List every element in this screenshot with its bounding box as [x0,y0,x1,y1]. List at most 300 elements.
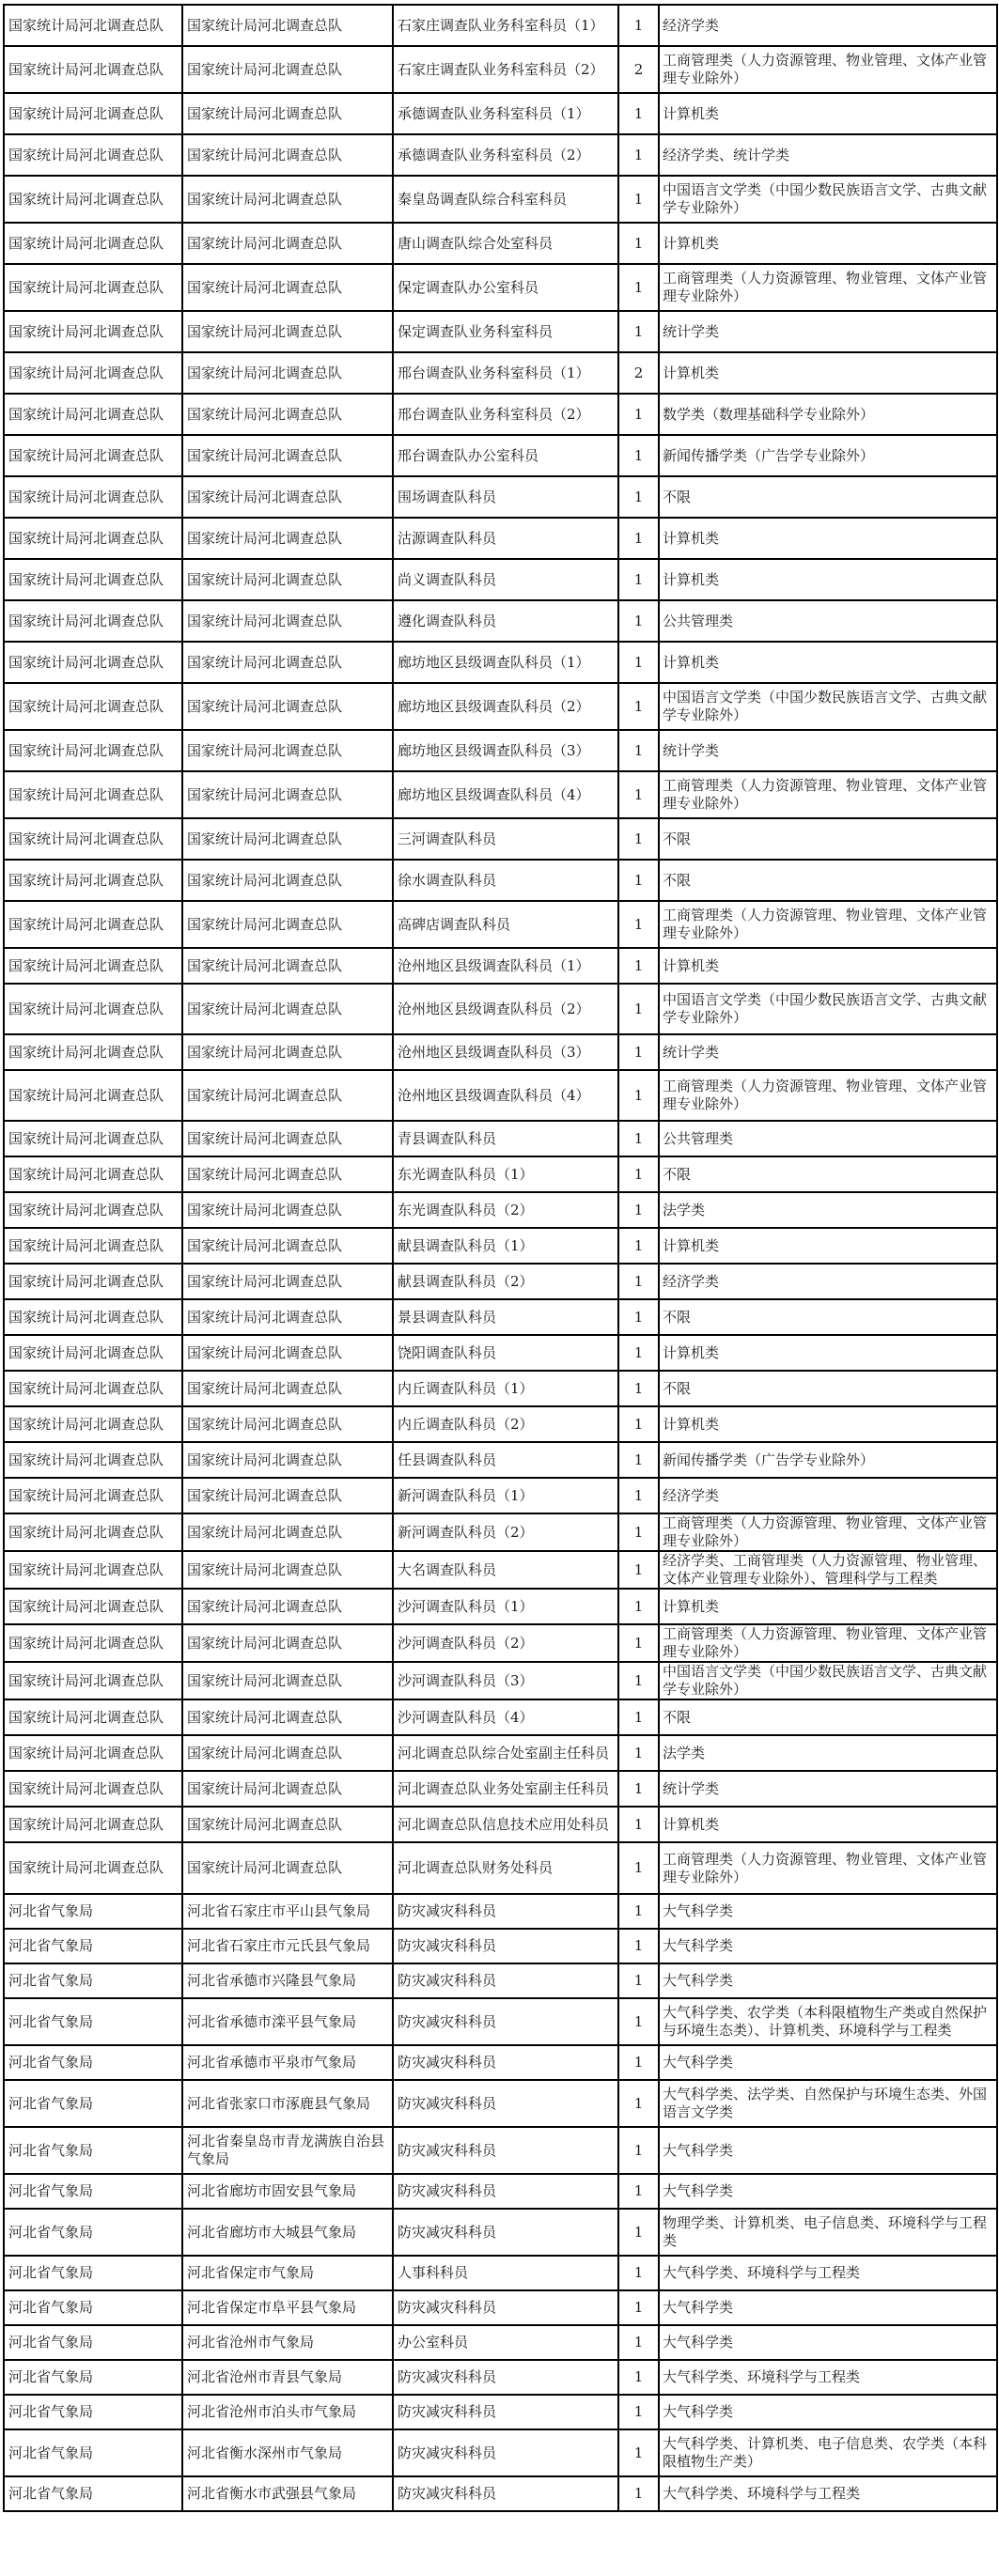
cell-position: 沙河调查队科员（3） [393,1662,618,1699]
cell-position: 青县调查队科员 [393,1121,618,1156]
cell-employer: 国家统计局河北调查总队 [182,1406,393,1442]
table-row [4,1894,997,1929]
cell-employer: 河北省沧州市气象局 [182,2325,393,2360]
cell-position: 景县调查队科员 [393,1299,618,1335]
cell-department: 国家统计局河北调查总队 [4,1551,182,1589]
cell-position: 新河调查队科员（1） [393,1478,618,1513]
table-row [4,1228,997,1264]
cell-department: 国家统计局河北调查总队 [4,223,182,264]
cell-position: 东光调查队科员（2） [393,1192,618,1228]
cell-major: 计算机类 [659,518,997,559]
cell-major: 不限 [659,860,997,901]
positions-table-body [4,5,997,2511]
cell-employer: 国家统计局河北调查总队 [182,730,393,771]
cell-major: 不限 [659,1699,997,1735]
cell-count: 1 [618,730,659,771]
cell-major: 大气科学类 [659,2395,997,2429]
table-row [4,1842,997,1894]
cell-major: 大气科学类、法学类、自然保护与环境生态类、外国语言文学类 [659,2080,997,2127]
cell-department: 国家统计局河北调查总队 [4,1192,182,1228]
cell-department: 国家统计局河北调查总队 [4,1406,182,1442]
cell-position: 防灾减灾科科员 [393,2127,618,2174]
cell-employer: 国家统计局河北调查总队 [182,46,393,93]
cell-employer: 国家统计局河北调查总队 [182,394,393,435]
cell-major: 统计学类 [659,1034,997,1070]
cell-count: 1 [618,771,659,818]
cell-position: 内丘调查队科员（1） [393,1371,618,1406]
table-row [4,948,997,984]
cell-major: 不限 [659,1299,997,1335]
cell-employer: 国家统计局河北调查总队 [182,1442,393,1478]
table-row [4,1998,997,2045]
cell-department: 国家统计局河北调查总队 [4,1589,182,1624]
table-row [4,1121,997,1156]
cell-department: 河北省气象局 [4,2290,182,2325]
table-row [4,394,997,435]
cell-major: 大气科学类、环境科学与工程类 [659,2256,997,2290]
cell-employer: 国家统计局河北调查总队 [182,1842,393,1894]
table-row [4,352,997,394]
cell-count: 1 [618,1070,659,1121]
cell-position: 沽源调查队科员 [393,518,618,559]
cell-count: 1 [618,311,659,352]
cell-department: 国家统计局河北调查总队 [4,818,182,860]
cell-department: 河北省气象局 [4,2325,182,2360]
table-row [4,2325,997,2360]
cell-major: 计算机类 [659,1589,997,1624]
table-row [4,1156,997,1192]
cell-employer: 国家统计局河北调查总队 [182,818,393,860]
cell-position: 防灾减灾科科员 [393,1894,618,1929]
cell-department: 国家统计局河北调查总队 [4,5,182,46]
cell-employer: 河北省秦皇岛市青龙满族自治县气象局 [182,2127,393,2174]
cell-count: 2 [618,46,659,93]
cell-position: 沙河调查队科员（2） [393,1624,618,1662]
cell-major: 计算机类 [659,1807,997,1842]
cell-department: 国家统计局河北调查总队 [4,46,182,93]
cell-position: 沙河调查队科员（4） [393,1699,618,1735]
cell-department: 国家统计局河北调查总队 [4,1228,182,1264]
cell-count: 1 [618,476,659,518]
cell-position: 防灾减灾科科员 [393,2080,618,2127]
cell-employer: 河北省沧州市青县气象局 [182,2360,393,2395]
table-row [4,901,997,948]
table-row [4,5,997,46]
cell-department: 河北省气象局 [4,1998,182,2045]
cell-major: 工商管理类（人力资源管理、物业管理、文体产业管理专业除外） [659,901,997,948]
table-row [4,518,997,559]
cell-department: 河北省气象局 [4,2209,182,2256]
table-row [4,2395,997,2429]
cell-position: 高碑店调查队科员 [393,901,618,948]
cell-major: 公共管理类 [659,1121,997,1156]
table-row [4,818,997,860]
cell-employer: 国家统计局河北调查总队 [182,1735,393,1771]
cell-position: 防灾减灾科科员 [393,1929,618,1963]
cell-major: 大气科学类 [659,2045,997,2080]
cell-count: 1 [618,2395,659,2429]
cell-employer: 国家统计局河北调查总队 [182,984,393,1034]
cell-major: 法学类 [659,1192,997,1228]
cell-count: 1 [618,134,659,176]
cell-major: 中国语言文学类（中国少数民族语言文学、古典文献学专业除外） [659,176,997,223]
table-row [4,1299,997,1335]
cell-position: 人事科科员 [393,2256,618,2290]
cell-position: 献县调查队科员（1） [393,1228,618,1264]
cell-position: 防灾减灾科科员 [393,2209,618,2256]
cell-position: 沧州地区县级调查队科员（2） [393,984,618,1034]
cell-position: 承德调查队业务科室科员（2） [393,134,618,176]
cell-employer: 国家统计局河北调查总队 [182,1121,393,1156]
cell-employer: 国家统计局河北调查总队 [182,1699,393,1735]
cell-department: 河北省气象局 [4,1929,182,1963]
cell-department: 国家统计局河北调查总队 [4,683,182,730]
cell-count: 1 [618,1963,659,1998]
cell-department: 国家统计局河北调查总队 [4,860,182,901]
cell-count: 1 [618,223,659,264]
cell-major: 大气科学类 [659,2325,997,2360]
table-row [4,2360,997,2395]
cell-department: 国家统计局河北调查总队 [4,1335,182,1371]
cell-major: 计算机类 [659,93,997,134]
cell-count: 1 [618,1894,659,1929]
cell-major: 计算机类 [659,1228,997,1264]
cell-employer: 国家统计局河北调查总队 [182,1228,393,1264]
cell-major: 经济学类 [659,1478,997,1513]
cell-employer: 国家统计局河北调查总队 [182,435,393,476]
cell-employer: 国家统计局河北调查总队 [182,1513,393,1551]
cell-department: 河北省气象局 [4,2045,182,2080]
cell-employer: 国家统计局河北调查总队 [182,352,393,394]
cell-count: 1 [618,176,659,223]
recruitment-table-sheet [3,4,996,2512]
table-row [4,1192,997,1228]
cell-department: 国家统计局河北调查总队 [4,1735,182,1771]
cell-department: 河北省气象局 [4,2174,182,2209]
cell-department: 国家统计局河北调查总队 [4,93,182,134]
cell-employer: 国家统计局河北调查总队 [182,5,393,46]
table-row [4,264,997,311]
cell-major: 统计学类 [659,1771,997,1807]
table-row [4,176,997,223]
cell-major: 计算机类 [659,223,997,264]
cell-major: 工商管理类（人力资源管理、物业管理、文体产业管理专业除外） [659,771,997,818]
table-row [4,1371,997,1406]
cell-count: 1 [618,600,659,642]
table-row [4,771,997,818]
table-row [4,1406,997,1442]
cell-major: 计算机类 [659,559,997,600]
table-row [4,1929,997,1963]
cell-department: 国家统计局河北调查总队 [4,901,182,948]
cell-position: 防灾减灾科科员 [393,1998,618,2045]
table-row [4,1771,997,1807]
cell-position: 内丘调查队科员（2） [393,1406,618,1442]
cell-employer: 国家统计局河北调查总队 [182,134,393,176]
cell-department: 河北省气象局 [4,2127,182,2174]
cell-major: 不限 [659,818,997,860]
cell-employer: 河北省保定市阜平县气象局 [182,2290,393,2325]
cell-department: 国家统计局河北调查总队 [4,730,182,771]
cell-position: 河北调查总队信息技术应用处科员 [393,1807,618,1842]
cell-major: 计算机类 [659,1335,997,1371]
cell-major: 大气科学类 [659,2127,997,2174]
cell-position: 唐山调查队综合处室科员 [393,223,618,264]
cell-employer: 国家统计局河北调查总队 [182,1478,393,1513]
cell-department: 国家统计局河北调查总队 [4,1121,182,1156]
cell-position: 防灾减灾科科员 [393,2174,618,2209]
cell-position: 廊坊地区县级调查队科员（3） [393,730,618,771]
cell-major: 大气科学类 [659,1929,997,1963]
cell-major: 大气科学类、农学类（本科限植物生产类或自然保护与环境生态类）、计算机类、环境科学与工程类 [659,1998,997,2045]
cell-count: 1 [618,1807,659,1842]
cell-department: 河北省气象局 [4,2256,182,2290]
cell-employer: 国家统计局河北调查总队 [182,1335,393,1371]
cell-count: 1 [618,1371,659,1406]
cell-major: 工商管理类（人力资源管理、物业管理、文体产业管理专业除外） [659,1513,997,1551]
table-row [4,1551,997,1589]
cell-position: 石家庄调查队业务科室科员（2） [393,46,618,93]
cell-position: 新河调查队科员（2） [393,1513,618,1551]
cell-employer: 国家统计局河北调查总队 [182,1551,393,1589]
cell-count: 1 [618,2429,659,2476]
cell-major: 大气科学类、环境科学与工程类 [659,2476,997,2511]
cell-position: 遵化调查队科员 [393,600,618,642]
cell-department: 国家统计局河北调查总队 [4,394,182,435]
cell-count: 1 [618,1771,659,1807]
table-row [4,1513,997,1551]
cell-employer: 国家统计局河北调查总队 [182,683,393,730]
cell-major: 中国语言文学类（中国少数民族语言文学、古典文献学专业除外） [659,984,997,1034]
cell-count: 1 [618,1442,659,1478]
cell-department: 国家统计局河北调查总队 [4,311,182,352]
cell-count: 1 [618,2080,659,2127]
cell-department: 国家统计局河北调查总队 [4,1842,182,1894]
cell-major: 大气科学类 [659,2290,997,2325]
cell-position: 沧州地区县级调查队科员（1） [393,948,618,984]
cell-major: 中国语言文学类（中国少数民族语言文学、古典文献学专业除外） [659,1662,997,1699]
cell-position: 秦皇岛调查队综合科室科员 [393,176,618,223]
cell-major: 工商管理类（人力资源管理、物业管理、文体产业管理专业除外） [659,1624,997,1662]
cell-employer: 国家统计局河北调查总队 [182,642,393,683]
cell-major: 大气科学类 [659,1963,997,1998]
cell-department: 河北省气象局 [4,1894,182,1929]
cell-employer: 国家统计局河北调查总队 [182,1771,393,1807]
cell-position: 献县调查队科员（2） [393,1264,618,1299]
cell-count: 1 [618,1156,659,1192]
cell-major: 大气科学类、计算机类、电子信息类、农学类（本科限植物生产类） [659,2429,997,2476]
cell-major: 工商管理类（人力资源管理、物业管理、文体产业管理专业除外） [659,264,997,311]
table-row [4,2080,997,2127]
cell-employer: 国家统计局河北调查总队 [182,1070,393,1121]
cell-count: 1 [618,1998,659,2045]
cell-department: 国家统计局河北调查总队 [4,264,182,311]
cell-employer: 国家统计局河北调查总队 [182,901,393,948]
cell-employer: 河北省廊坊市固安县气象局 [182,2174,393,2209]
cell-major: 经济学类、工商管理类（人力资源管理、物业管理、文体产业管理专业除外）、管理科学与工程类 [659,1551,997,1589]
table-row [4,1735,997,1771]
cell-department: 国家统计局河北调查总队 [4,1771,182,1807]
table-row [4,1335,997,1371]
cell-major: 计算机类 [659,948,997,984]
cell-employer: 河北省廊坊市大城县气象局 [182,2209,393,2256]
cell-department: 国家统计局河北调查总队 [4,559,182,600]
cell-major: 计算机类 [659,1406,997,1442]
table-row [4,984,997,1034]
cell-department: 国家统计局河北调查总队 [4,352,182,394]
cell-department: 国家统计局河北调查总队 [4,1662,182,1699]
cell-count: 1 [618,1192,659,1228]
table-row [4,2429,997,2476]
cell-department: 国家统计局河北调查总队 [4,1699,182,1735]
table-row [4,1070,997,1121]
table-row [4,559,997,600]
cell-department: 国家统计局河北调查总队 [4,948,182,984]
table-row [4,860,997,901]
table-row [4,2045,997,2080]
cell-count: 1 [618,2174,659,2209]
cell-employer: 河北省保定市气象局 [182,2256,393,2290]
cell-major: 不限 [659,1371,997,1406]
cell-department: 河北省气象局 [4,2476,182,2511]
cell-major: 工商管理类（人力资源管理、物业管理、文体产业管理专业除外） [659,1070,997,1121]
cell-department: 国家统计局河北调查总队 [4,1371,182,1406]
cell-major: 计算机类 [659,642,997,683]
cell-department: 国家统计局河北调查总队 [4,1264,182,1299]
cell-count: 1 [618,860,659,901]
cell-major: 计算机类 [659,352,997,394]
cell-count: 1 [618,1735,659,1771]
table-row [4,2209,997,2256]
cell-count: 1 [618,1299,659,1335]
cell-department: 国家统计局河北调查总队 [4,1624,182,1662]
cell-major: 法学类 [659,1735,997,1771]
cell-employer: 国家统计局河北调查总队 [182,1807,393,1842]
cell-count: 1 [618,984,659,1034]
cell-major: 统计学类 [659,311,997,352]
cell-count: 1 [618,1513,659,1551]
cell-department: 国家统计局河北调查总队 [4,1156,182,1192]
cell-employer: 国家统计局河北调查总队 [182,1371,393,1406]
cell-count: 1 [618,2127,659,2174]
cell-department: 国家统计局河北调查总队 [4,176,182,223]
cell-count: 1 [618,1929,659,1963]
cell-employer: 国家统计局河北调查总队 [182,93,393,134]
cell-department: 河北省气象局 [4,2360,182,2395]
cell-department: 国家统计局河北调查总队 [4,1513,182,1551]
cell-position: 饶阳调查队科员 [393,1335,618,1371]
cell-department: 国家统计局河北调查总队 [4,771,182,818]
cell-department: 河北省气象局 [4,2395,182,2429]
table-row [4,730,997,771]
cell-department: 河北省气象局 [4,1963,182,1998]
cell-position: 防灾减灾科科员 [393,1963,618,1998]
cell-count: 1 [618,394,659,435]
cell-employer: 国家统计局河北调查总队 [182,176,393,223]
cell-count: 1 [618,1662,659,1699]
cell-count: 1 [618,2476,659,2511]
cell-employer: 河北省承德市平泉市气象局 [182,2045,393,2080]
cell-major: 不限 [659,476,997,518]
cell-position: 保定调查队业务科室科员 [393,311,618,352]
cell-employer: 国家统计局河北调查总队 [182,1192,393,1228]
cell-employer: 国家统计局河北调查总队 [182,311,393,352]
cell-count: 1 [618,1699,659,1735]
table-row [4,311,997,352]
cell-position: 邢台调查队办公室科员 [393,435,618,476]
cell-employer: 国家统计局河北调查总队 [182,860,393,901]
cell-department: 国家统计局河北调查总队 [4,435,182,476]
table-row [4,600,997,642]
cell-count: 1 [618,683,659,730]
cell-major: 新闻传播学类（广告学专业除外） [659,1442,997,1478]
cell-employer: 国家统计局河北调查总队 [182,223,393,264]
cell-department: 河北省气象局 [4,2429,182,2476]
table-row [4,1264,997,1299]
cell-employer: 国家统计局河北调查总队 [182,476,393,518]
cell-employer: 国家统计局河北调查总队 [182,1624,393,1662]
cell-position: 东光调查队科员（1） [393,1156,618,1192]
cell-position: 河北调查总队综合处室副主任科员 [393,1735,618,1771]
table-row [4,223,997,264]
cell-position: 办公室科员 [393,2325,618,2360]
cell-department: 国家统计局河北调查总队 [4,518,182,559]
cell-count: 1 [618,435,659,476]
cell-department: 国家统计局河北调查总队 [4,1070,182,1121]
cell-employer: 河北省石家庄市平山县气象局 [182,1894,393,1929]
cell-count: 1 [618,1589,659,1624]
cell-employer: 河北省承德市滦平县气象局 [182,1998,393,2045]
table-row [4,2174,997,2209]
cell-employer: 国家统计局河北调查总队 [182,559,393,600]
cell-count: 1 [618,518,659,559]
cell-employer: 国家统计局河北调查总队 [182,600,393,642]
table-row [4,2256,997,2290]
cell-employer: 河北省承德市兴隆县气象局 [182,1963,393,1998]
cell-count: 1 [618,2256,659,2290]
cell-count: 1 [618,1478,659,1513]
cell-department: 国家统计局河北调查总队 [4,984,182,1034]
table-row [4,683,997,730]
cell-major: 不限 [659,1156,997,1192]
cell-major: 统计学类 [659,730,997,771]
cell-department: 国家统计局河北调查总队 [4,600,182,642]
cell-count: 1 [618,948,659,984]
table-row [4,1442,997,1478]
cell-count: 1 [618,1842,659,1894]
cell-position: 防灾减灾科科员 [393,2045,618,2080]
cell-employer: 国家统计局河北调查总队 [182,1264,393,1299]
cell-position: 围场调查队科员 [393,476,618,518]
cell-department: 国家统计局河北调查总队 [4,476,182,518]
cell-count: 1 [618,1335,659,1371]
cell-count: 1 [618,1121,659,1156]
cell-count: 1 [618,1228,659,1264]
cell-position: 防灾减灾科科员 [393,2360,618,2395]
cell-major: 经济学类 [659,1264,997,1299]
table-row [4,1478,997,1513]
cell-count: 1 [618,559,659,600]
cell-count: 1 [618,818,659,860]
cell-employer: 国家统计局河北调查总队 [182,1589,393,1624]
cell-position: 廊坊地区县级调查队科员（4） [393,771,618,818]
cell-count: 1 [618,901,659,948]
cell-count: 1 [618,93,659,134]
cell-position: 邢台调查队业务科室科员（2） [393,394,618,435]
cell-position: 徐水调查队科员 [393,860,618,901]
cell-employer: 河北省衡水市武强县气象局 [182,2476,393,2511]
cell-employer: 国家统计局河北调查总队 [182,948,393,984]
